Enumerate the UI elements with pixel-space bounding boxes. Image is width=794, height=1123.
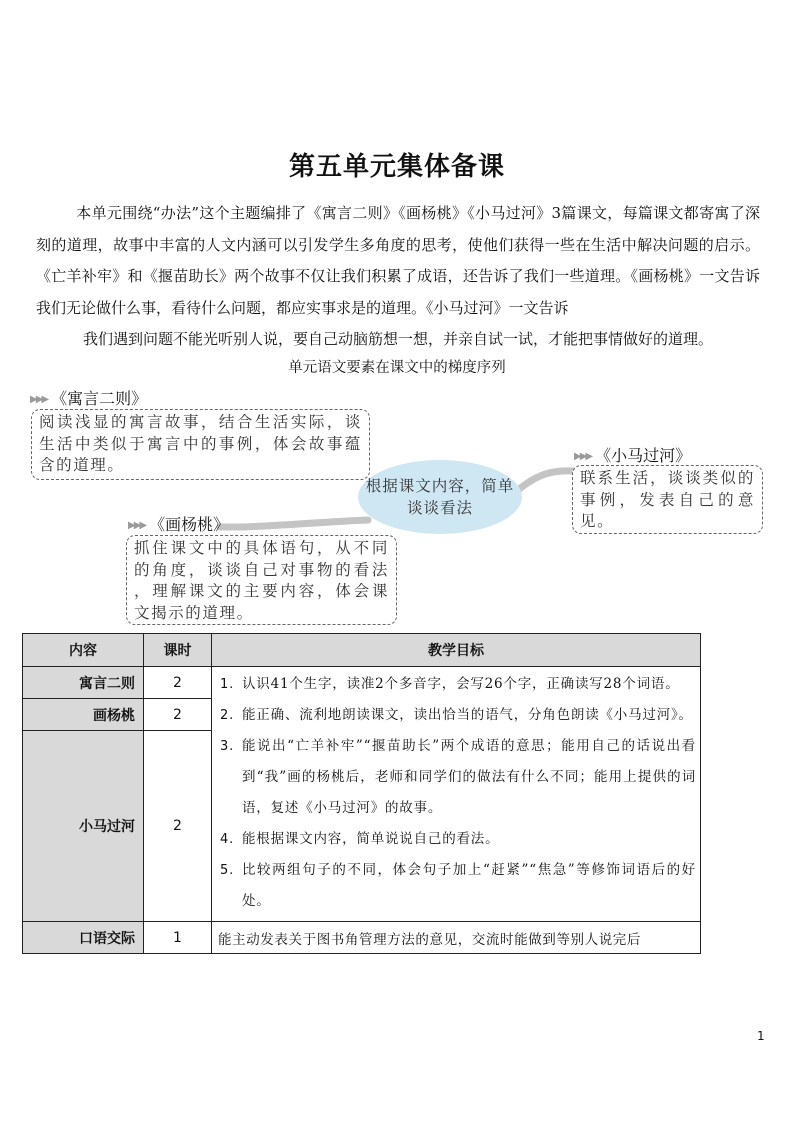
intro-body: 本单元围绕“办法”这个主题编排了《寓言二则》《画杨桃》《小马过河》3篇课文，每篇课文都寄寓了深刻的道理，故事中丰富的人文内涵可以引发学生多角度的思考，使他们获得一些在生活中解决问题的启示。《亡羊补牢》和《揠苗助长》两个故事不仅让我们积累了成语，还告诉了我们一些道理。《画杨桃》一文告诉我们无论做什么事，看待什么问题，都应实事求是的道理。《小马过河》一文告诉 [36, 204, 760, 317]
header-content: 内容 [23, 634, 144, 667]
lesson-name: 口语交际 [23, 922, 144, 954]
lesson-hours: 2 [144, 699, 212, 731]
lesson-hours: 2 [144, 731, 212, 922]
table-row [23, 667, 701, 699]
table-row [23, 922, 701, 954]
teaching-goals-table [22, 633, 701, 954]
branch-box-yuyan: 阅读浅显的寓言故事，结合生活实际，谈生活中类似于寓言中的事例，体会故事蕴含的道理。 [31, 409, 370, 480]
intro-last-line: 我们遇到问题不能光听别人说，要自己动脑筋想一想，并亲自试一试，才能把事情做好的道理。 [82, 330, 713, 348]
branch-title-huayangtao: ▶▶▶ 《画杨桃》 [128, 515, 230, 534]
branch-box-huayangtao: 抓住课文中的具体语句，从不同的角度，谈谈自己对事物的看法 ，理解课文的主要内容，体会课文揭示的道理。 [126, 535, 397, 625]
lesson-name: 小马过河 [23, 731, 144, 922]
goal-item: 1. 认识41个生字，读准2个多音字，会写26个字，正确读写28个词语。 [220, 676, 680, 692]
goal-item: 5. 比较两组句子的不同，体会句子加上“赶紧”“焦急”等修饰词语后的好处。 [220, 862, 696, 909]
lesson-hours: 1 [144, 922, 212, 954]
goal-item: 3. 能说出“亡羊补牢”“揠苗助长”两个成语的意思；能用自己的话说出看到“我”画的杨桃后，老师和同学们的做法有什么不同；能用上提供的词语，复述《小马过河》的故事。 [220, 738, 696, 816]
center-oval: 根据课文内容，简单谈谈看法 [358, 460, 522, 534]
triple-arrow-icon: ▶▶▶ [30, 394, 48, 405]
branch-title-xiaoma: ▶▶▶ 《小马过河》 [574, 446, 692, 465]
triple-arrow-icon: ▶▶▶ [128, 520, 146, 531]
branch-box-xiaoma: 联系生活，谈谈类似的事例，发表自己的意见。 [572, 465, 763, 534]
goal-item: 4. 能根据课文内容，简单说说自己的看法。 [220, 831, 500, 847]
lesson-name: 寓言二则 [23, 667, 144, 699]
triple-arrow-icon: ▶▶▶ [574, 451, 592, 462]
branch-title-yuyan: ▶▶▶ 《寓言二则》 [30, 389, 148, 408]
goal-item: 2. 能正确、流利地朗读课文，读出恰当的语气，分角色朗读《小马过河》。 [220, 707, 693, 723]
section-subtitle: 单元语文要素在课文中的梯度序列 [288, 360, 506, 376]
page-title: 第五单元集体备课 [288, 152, 505, 182]
header-goals: 教学目标 [212, 634, 701, 667]
lesson-name: 画杨桃 [23, 699, 144, 731]
header-hours: 课时 [144, 634, 212, 667]
oral-goal: 能主动发表关于图书角管理方法的意见，交流时能做到等别人说完后 [212, 922, 701, 954]
page-number: 1 [757, 1029, 765, 1043]
lesson-hours: 2 [144, 667, 212, 699]
goals-cell [212, 667, 701, 922]
